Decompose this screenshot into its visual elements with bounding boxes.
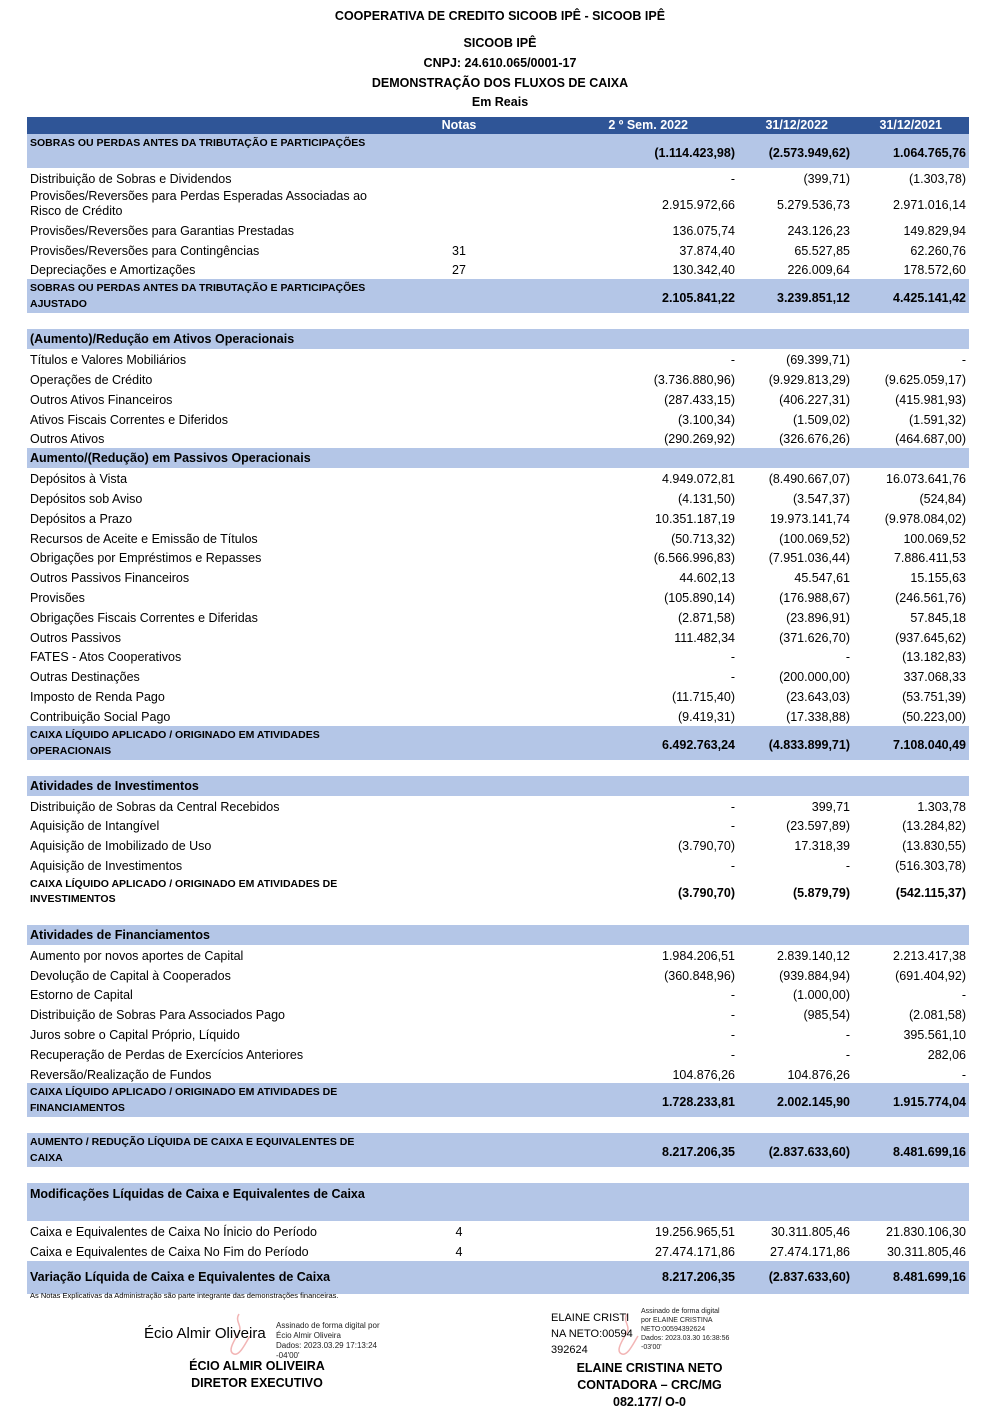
- value-2022: (7.951.036,44): [768, 551, 850, 566]
- value-2021: 62.260,76: [910, 243, 966, 258]
- signature-1-digital: [276, 1321, 392, 1361]
- value-2022: (3.547,37): [793, 491, 850, 506]
- section-header: [27, 448, 969, 468]
- signatory-1: [157, 1358, 357, 1392]
- value-2021: (1.303,78): [909, 172, 966, 186]
- value-2021: -: [961, 1067, 966, 1082]
- table-row: [27, 945, 969, 965]
- value-2022: (2.837.633,60): [768, 1269, 850, 1284]
- subtotal-row: [27, 875, 969, 909]
- value-2022: (9.929.813,29): [768, 372, 850, 387]
- value-2022: 226.009,64: [787, 263, 850, 278]
- subtotal-row: [27, 279, 969, 313]
- value-2022: 104.876,26: [787, 1067, 850, 1082]
- value-2022: (985,54): [803, 1008, 850, 1023]
- value-2021: (9.978.084,02): [884, 511, 966, 526]
- signature-2-script: ELAINE CRISTINA NETO:00594392624: [551, 1312, 633, 1356]
- value-2021: -: [961, 988, 966, 1003]
- value-2sem-2022: (3.790,70): [678, 839, 735, 854]
- table-row: [27, 259, 969, 279]
- value-2021: 395.561,10: [903, 1027, 966, 1042]
- row-note: 4: [455, 1225, 463, 1240]
- value-2sem-2022: 8.217.206,35: [662, 1145, 735, 1160]
- value-2sem-2022: -: [730, 858, 735, 873]
- table-row: [27, 666, 969, 686]
- row-label: CAIXA LÍQUIDO APLICADO / ORIGINADO EM ATIVIDADES OPERACIONAIS: [30, 728, 320, 757]
- row-label: Operações de Crédito: [30, 372, 153, 387]
- value-2sem-2022: -: [730, 819, 735, 834]
- spacer-row: [27, 1167, 969, 1183]
- table-row: [27, 1241, 969, 1261]
- row-label: Aquisição de Investimentos: [30, 858, 183, 873]
- value-2sem-2022: -: [730, 353, 735, 368]
- col-2021: 31/12/2021: [879, 118, 942, 132]
- row-label: Ativos Fiscais Correntes e Diferidos: [30, 412, 228, 427]
- value-2021: (50.223,00): [902, 709, 966, 724]
- row-label: Depósitos à Vista: [30, 472, 128, 487]
- value-2022: -: [845, 650, 850, 665]
- table-row: [27, 835, 969, 855]
- value-2sem-2022: 1.728.233,81: [662, 1095, 735, 1110]
- value-2sem-2022: 2.915.972,66: [662, 197, 735, 212]
- section-header: [27, 925, 969, 945]
- table-header: [27, 117, 969, 134]
- table-row: [27, 220, 969, 240]
- row-label: Caixa e Equivalentes de Caixa No Fim do Período: [30, 1245, 309, 1260]
- value-2022: (8.490.667,07): [768, 472, 850, 487]
- signatory-1-name: ÉCIO ALMIR OLIVEIRA: [189, 1359, 325, 1373]
- value-2021: 337.068,33: [903, 670, 966, 685]
- row-note: 4: [455, 1245, 463, 1260]
- value-2021: (516.303,78): [895, 858, 966, 873]
- value-2sem-2022: (3.100,34): [678, 412, 735, 427]
- row-label: Distribuição de Sobras Para Associados Pago: [30, 1008, 286, 1023]
- value-2sem-2022: -: [730, 988, 735, 1003]
- table-row: [27, 646, 969, 666]
- value-2sem-2022: 37.874,40: [679, 243, 735, 258]
- row-note: 27: [452, 263, 466, 278]
- signature-1-text: Assinado de forma digital por Écio Almir Oliveira: [276, 1321, 380, 1340]
- value-2sem-2022: (1.114.423,98): [654, 146, 735, 160]
- row-label: Distribuição de Sobras e Dividendos: [30, 172, 232, 186]
- value-2021: 7.886.411,53: [893, 551, 966, 566]
- value-2sem-2022: 111.482,34: [674, 630, 735, 645]
- table-row: [27, 1221, 969, 1241]
- row-label: Juros sobre o Capital Próprio, Líquido: [30, 1027, 240, 1042]
- spacer-row: [27, 760, 969, 776]
- value-2022: 17.318,39: [794, 839, 850, 854]
- value-2022: (399,71): [803, 172, 850, 186]
- value-2021: (246.561,76): [895, 590, 966, 605]
- row-note: 31: [452, 243, 466, 258]
- value-2022: 65.527,85: [794, 243, 850, 258]
- value-2022: 27.474.171,86: [770, 1245, 850, 1260]
- value-2022: (2.837.633,60): [768, 1145, 850, 1160]
- value-2sem-2022: (287.433,15): [664, 392, 735, 407]
- row-label: Outros Passivos Financeiros: [30, 571, 190, 586]
- value-2021: (691.404,92): [895, 968, 966, 983]
- row-label: Provisões/Reversões para Perdas Esperadas Associadas ao Risco de Crédito: [30, 188, 367, 218]
- spacer-row: [27, 1117, 969, 1133]
- value-2sem-2022: (9.419,31): [678, 709, 735, 724]
- cnpj: CNPJ: 24.610.065/0001-17: [423, 56, 577, 70]
- value-2021: 4.425.141,42: [893, 291, 966, 306]
- value-2021: (542.115,37): [895, 885, 966, 900]
- row-label: Atividades de Investimentos: [30, 778, 199, 793]
- table-row: [27, 686, 969, 706]
- value-2021: (937.645,62): [895, 630, 966, 645]
- row-label: Provisões/Reversões para Garantias Prestadas: [30, 223, 295, 238]
- table-row: [27, 428, 969, 448]
- subtotal-row: [27, 1083, 969, 1117]
- value-2021: 15.155,63: [910, 571, 966, 586]
- value-2sem-2022: (11.715,40): [671, 689, 735, 704]
- value-2sem-2022: -: [730, 1008, 735, 1023]
- value-2sem-2022: 2.105.841,22: [662, 291, 735, 306]
- value-2sem-2022: 44.602,13: [679, 571, 735, 586]
- row-label: AUMENTO / REDUÇÃO LÍQUIDA DE CAIXA E EQUIVALENTES DE CAIXA: [30, 1136, 355, 1165]
- value-2021: 282,06: [927, 1047, 966, 1062]
- row-label: Imposto de Renda Pago: [30, 689, 165, 704]
- value-2021: (13.830,55): [902, 839, 966, 854]
- value-2sem-2022: -: [730, 670, 735, 685]
- value-2sem-2022: 104.876,26: [672, 1067, 735, 1082]
- table-row: [27, 188, 969, 220]
- value-2022: 30.311.805,46: [770, 1225, 850, 1240]
- table-row: [27, 706, 969, 726]
- value-2sem-2022: -: [730, 1027, 735, 1042]
- value-2021: 2.971.016,14: [893, 197, 966, 212]
- value-2022: (17.338,88): [786, 709, 850, 724]
- row-label: Aquisição de Imobilizado de Uso: [30, 839, 212, 854]
- table-row: [27, 168, 969, 188]
- value-2sem-2022: (3.736.880,96): [653, 372, 735, 387]
- spacer-row: [27, 909, 969, 925]
- row-label: CAIXA LÍQUIDO APLICADO / ORIGINADO EM ATIVIDADES DE FINANCIAMENTOS: [30, 1086, 338, 1115]
- subtotal-row: [27, 1261, 969, 1294]
- value-2022: (326.676,26): [779, 432, 850, 447]
- value-2sem-2022: (360.848,96): [664, 968, 735, 983]
- value-2022: -: [845, 1047, 850, 1062]
- value-2021: 1.303,78: [917, 799, 966, 814]
- row-label: Estorno de Capital: [30, 988, 133, 1003]
- value-2021: 57.845,18: [910, 610, 966, 625]
- value-2021: 178.572,60: [903, 263, 966, 278]
- value-2021: (1.591,32): [909, 412, 966, 427]
- value-2021: 8.481.699,16: [893, 1145, 966, 1160]
- value-2022: -: [845, 1027, 850, 1042]
- section-header: [27, 776, 969, 796]
- value-2sem-2022: -: [730, 650, 735, 665]
- col-2022: 31/12/2022: [765, 118, 828, 132]
- table-row: [27, 965, 969, 985]
- table-row: [27, 815, 969, 835]
- value-2022: (939.884,94): [779, 968, 850, 983]
- table-row: [27, 349, 969, 369]
- row-label: Caixa e Equivalentes de Caixa No Ínicio do Período: [30, 1225, 317, 1240]
- cash-flow-table: [27, 117, 969, 1294]
- row-label: Variação Líquida de Caixa e Equivalentes de Caixa: [30, 1269, 331, 1284]
- signature-2-digital: [641, 1307, 731, 1352]
- table-row: [27, 508, 969, 528]
- value-2021: (9.625.059,17): [884, 372, 966, 387]
- value-2sem-2022: (290.269,92): [664, 432, 735, 447]
- value-2sem-2022: 19.256.965,51: [655, 1225, 735, 1240]
- signatory-2-registration: 082.177/ O-0: [613, 1395, 686, 1409]
- table-row: [27, 855, 969, 875]
- value-2sem-2022: (105.890,14): [664, 590, 735, 605]
- spacer-row: [27, 313, 969, 329]
- value-2sem-2022: 1.984.206,51: [662, 948, 735, 963]
- value-2sem-2022: 136.075,74: [672, 223, 735, 238]
- table-row: [27, 1024, 969, 1044]
- row-label: Atividades de Financiamentos: [30, 927, 210, 942]
- row-label: Provisões/Reversões para Contingências: [30, 243, 260, 258]
- table-row: [27, 389, 969, 409]
- col-2sem-2022: 2 º Sem. 2022: [608, 118, 688, 132]
- value-2sem-2022: 6.492.763,24: [662, 737, 735, 752]
- value-2sem-2022: 10.351.187,19: [655, 511, 735, 526]
- row-label: Depreciações e Amortizações: [30, 263, 196, 278]
- value-2022: 2.839.140,12: [777, 948, 850, 963]
- row-label: Outros Ativos: [30, 432, 105, 447]
- table-row: [27, 240, 969, 260]
- row-label: Aquisição de Intangível: [30, 819, 160, 834]
- table-row: [27, 1004, 969, 1024]
- row-label: FATES - Atos Cooperativos: [30, 650, 182, 665]
- value-2021: (464.687,00): [895, 432, 966, 447]
- row-label: Recuperação de Perdas de Exercícios Anteriores: [30, 1047, 304, 1062]
- value-2022: (176.988,67): [779, 590, 850, 605]
- value-2022: 19.973.141,74: [770, 511, 850, 526]
- signature-1-script: Écio Almir Oliveira: [144, 1325, 266, 1342]
- row-label: Obrigações por Empréstimos e Repasses: [30, 551, 262, 566]
- value-2022: 3.239.851,12: [777, 291, 850, 306]
- value-2022: 243.126,23: [787, 223, 850, 238]
- value-2022: (5.879,79): [793, 885, 850, 900]
- row-label: Modificações Líquidas de Caixa e Equivalentes de Caixa: [30, 1187, 365, 1202]
- table-row: [27, 528, 969, 548]
- value-2022: (4.833.899,71): [768, 737, 850, 752]
- value-2021: 7.108.040,49: [893, 737, 966, 752]
- row-label: Recursos de Aceite e Emissão de Títulos: [30, 531, 258, 546]
- value-2021: 16.073.641,76: [886, 472, 966, 487]
- signatory-2: [547, 1360, 752, 1411]
- value-2022: 45.547,61: [794, 571, 850, 586]
- company-short: SICOOB IPÊ: [463, 36, 537, 50]
- value-2sem-2022: -: [730, 1047, 735, 1062]
- value-2sem-2022: (6.566.996,83): [653, 551, 735, 566]
- row-label: SOBRAS OU PERDAS ANTES DA TRIBUTAÇÃO E PARTICIPAÇÕES AJUSTADO: [30, 282, 366, 311]
- table-row: [27, 607, 969, 627]
- table-row: [27, 488, 969, 508]
- subtotal-row: [27, 134, 969, 168]
- section-header: [27, 329, 969, 349]
- value-2sem-2022: 4.949.072,81: [662, 472, 735, 487]
- value-2022: (23.896,91): [786, 610, 850, 625]
- value-2022: (200.000,00): [779, 670, 850, 685]
- table-row: [27, 567, 969, 587]
- value-2sem-2022: (3.790,70): [678, 885, 735, 900]
- table-row: [27, 369, 969, 389]
- value-2022: -: [845, 858, 850, 873]
- value-2022: 5.279.536,73: [777, 197, 850, 212]
- subtotal-row: [27, 1133, 969, 1167]
- value-2022: (1.000,00): [793, 988, 850, 1003]
- row-label: Obrigações Fiscais Correntes e Diferidas: [30, 610, 258, 625]
- row-label: Aumento/(Redução) em Passivos Operacionais: [30, 451, 311, 466]
- table-row: [27, 1044, 969, 1064]
- row-label: Títulos e Valores Mobiliários: [30, 353, 187, 368]
- value-2sem-2022: -: [730, 172, 735, 186]
- signature-2-text: Assinado de forma digital por ELAINE CRISTINA NETO:00594392624: [641, 1308, 720, 1333]
- value-2022: (69.399,71): [786, 353, 850, 368]
- value-2022: (100.069,52): [779, 531, 850, 546]
- footnote: As Notas Explicativas da Administração são parte integrante das demonstrações financeiras.: [30, 1291, 339, 1300]
- value-2021: 149.829,94: [903, 223, 966, 238]
- row-label: Depósitos a Prazo: [30, 511, 133, 526]
- value-2sem-2022: 8.217.206,35: [662, 1269, 735, 1284]
- table-row: [27, 627, 969, 647]
- value-2021: (524,84): [919, 491, 966, 506]
- value-2022: (23.597,89): [786, 819, 850, 834]
- signature-1-date: Dados: 2023.03.29 17:13:24 -04'00': [276, 1341, 377, 1360]
- row-label: Reversão/Realização de Fundos: [30, 1067, 212, 1082]
- unit: Em Reais: [471, 95, 529, 109]
- company-name: COOPERATIVA DE CREDITO SICOOB IPÊ - SICOOB IPÊ: [334, 9, 666, 23]
- table-row: [27, 1064, 969, 1084]
- table-row: [27, 409, 969, 429]
- value-2021: (13.284,82): [902, 819, 966, 834]
- value-2022: (371.626,70): [779, 630, 850, 645]
- value-2021: -: [961, 353, 966, 368]
- table-row: [27, 468, 969, 488]
- table-row: [27, 796, 969, 816]
- row-label: Outros Ativos Financeiros: [30, 392, 173, 407]
- value-2021: 1.064.765,76: [893, 146, 966, 160]
- row-label: Distribuição de Sobras da Central Recebidos: [30, 799, 280, 814]
- table-row: [27, 984, 969, 1004]
- value-2021: 2.213.417,38: [893, 948, 966, 963]
- value-2022: 2.002.145,90: [777, 1095, 850, 1110]
- table-row: [27, 587, 969, 607]
- row-label: Outras Destinações: [30, 670, 140, 685]
- value-2022: (406.227,31): [779, 392, 850, 407]
- value-2021: (415.981,93): [895, 392, 966, 407]
- row-label: Depósitos sob Aviso: [30, 491, 143, 506]
- row-label: CAIXA LÍQUIDO APLICADO / ORIGINADO EM ATIVIDADES DE INVESTIMENTOS: [30, 877, 338, 905]
- value-2022: (23.643,03): [786, 689, 850, 704]
- value-2sem-2022: (2.871,58): [678, 610, 735, 625]
- row-label: SOBRAS OU PERDAS ANTES DA TRIBUTAÇÃO E PARTICIPAÇÕES: [30, 137, 366, 149]
- signature-2-date: Dados: 2023.03.30 16:38:56 -03'00': [641, 1335, 730, 1351]
- row-label: (Aumento)/Redução em Ativos Operacionais: [30, 332, 295, 347]
- value-2sem-2022: 130.342,40: [672, 263, 735, 278]
- value-2021: 30.311.805,46: [886, 1245, 966, 1260]
- row-label: Provisões: [30, 590, 85, 605]
- table-row: [27, 547, 969, 567]
- subtotal-row: [27, 726, 969, 760]
- section-header: [27, 1183, 969, 1221]
- value-2021: (13.182,83): [902, 650, 966, 665]
- value-2022: 399,71: [811, 799, 850, 814]
- signatory-2-name: ELAINE CRISTINA NETO: [576, 1361, 723, 1375]
- value-2sem-2022: 27.474.171,86: [655, 1245, 735, 1260]
- col-notes: Notas: [441, 118, 477, 132]
- value-2021: (53.751,39): [902, 689, 966, 704]
- row-label: Contribuição Social Pago: [30, 709, 171, 724]
- row-label: Outros Passivos: [30, 630, 122, 645]
- statement-title: DEMONSTRAÇÃO DOS FLUXOS DE CAIXA: [371, 76, 629, 90]
- value-2sem-2022: (4.131,50): [678, 491, 735, 506]
- value-2021: 1.915.774,04: [893, 1095, 966, 1110]
- value-2sem-2022: (50.713,32): [671, 531, 735, 546]
- signatory-2-role: CONTADORA – CRC/MG: [577, 1378, 722, 1392]
- row-label: Aumento por novos aportes de Capital: [30, 948, 244, 963]
- value-2021: 100.069,52: [903, 531, 966, 546]
- value-2022: (2.573.949,62): [768, 146, 850, 160]
- value-2021: (2.081,58): [909, 1008, 966, 1023]
- row-label: Devolução de Capital à Cooperados: [30, 968, 231, 983]
- value-2022: (1.509,02): [793, 412, 850, 427]
- signatory-1-role: DIRETOR EXECUTIVO: [191, 1376, 323, 1390]
- value-2sem-2022: -: [730, 799, 735, 814]
- value-2021: 8.481.699,16: [893, 1269, 966, 1284]
- value-2021: 21.830.106,30: [886, 1225, 966, 1240]
